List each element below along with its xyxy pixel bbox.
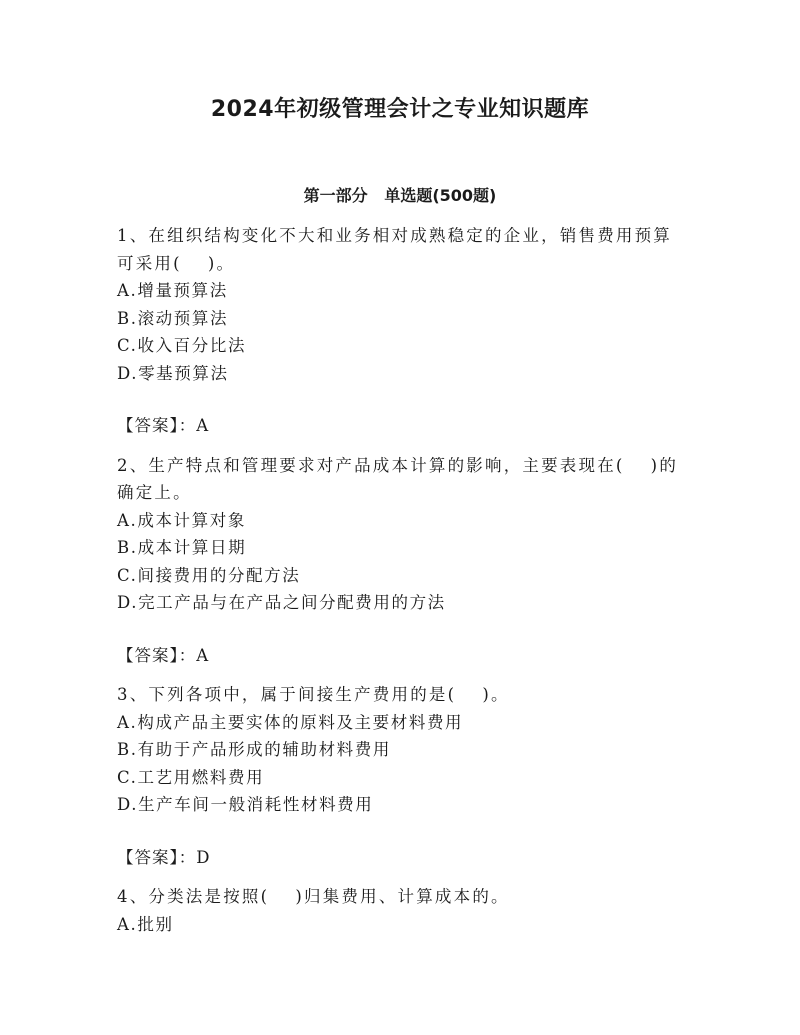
option-d: D.完工产品与在产品之间分配费用的方法 [117, 593, 446, 612]
option-b: B.有助于产品形成的辅助材料费用 [117, 740, 391, 759]
option-a: A.构成产品主要实体的原料及主要材料费用 [117, 712, 464, 732]
option-c: C.工艺用燃料费用 [117, 767, 265, 787]
option-b: B.滚动预算法 [117, 308, 229, 328]
question-4 [117, 883, 682, 938]
option-d: D.生产车间一般消耗性材料费用 [117, 795, 374, 814]
question-list [117, 222, 682, 938]
option-c: C.间接费用的分配方法 [117, 565, 301, 585]
question-stem: 4、分类法是按照( )归集费用、计算成本的。 [117, 887, 510, 906]
option-c: C.收入百分比法 [117, 336, 247, 355]
question-2 [117, 452, 682, 670]
question-1 [117, 222, 682, 440]
option-d: D.零基预算法 [117, 363, 229, 383]
document-title: 2024年初级管理会计之专业知识题库 [210, 97, 590, 122]
question-stem: 2、生产特点和管理要求对产品成本计算的影响，主要表现在( )的确定上。 [117, 455, 679, 502]
question-3 [117, 681, 682, 871]
answer-line: 【答案】：D [117, 847, 211, 867]
option-a: A.成本计算对象 [117, 510, 246, 530]
question-stem: 3、下列各项中，属于间接生产费用的是( )。 [117, 685, 510, 704]
option-a: A.增量预算法 [117, 281, 228, 300]
option-b: B.成本计算日期 [117, 538, 247, 557]
section-heading: 第一部分 单选题(500题) [303, 186, 497, 205]
question-stem: 1、在组织结构变化不大和业务相对成熟稳定的企业，销售费用预算可采用( )。 [117, 226, 672, 273]
answer-line: 【答案】：A [117, 416, 210, 435]
answer-line: 【答案】：A [117, 645, 210, 665]
option-a: A.批别 [117, 914, 174, 934]
